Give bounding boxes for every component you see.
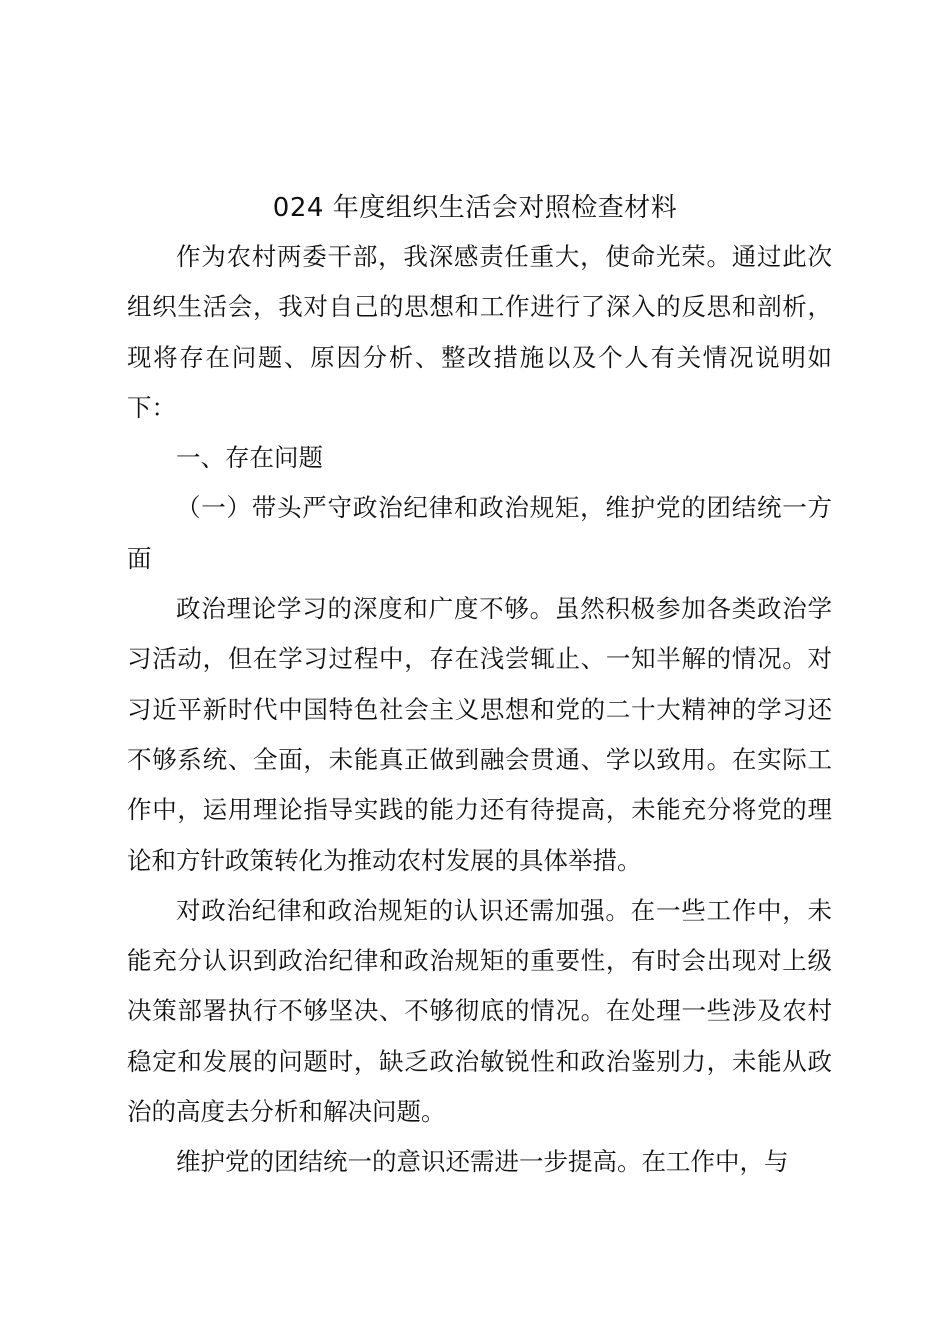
section-heading: 一、存在问题	[176, 443, 323, 473]
body-paragraph: 政治理论学习的深度和广度不够。虽然积极参加各类政治学习活动，但在学习过程中，存在浅尝辄止、一知半解的情况。对习近平新时代中国特色社会主义思想和党的二十大精神的学习还不够系统、全面，未能真正做到融会贯通、学以致用。在实际工作中，运用理论指导实践的能力还有待提高，未能充分将党的理论和方针政策转化为推动农村发展的具体举措。	[127, 594, 832, 875]
intro-paragraph: 作为农村两委干部，我深感责任重大，使命光荣。通过此次组织生活会，我对自己的思想和工作进行了深入的反思和剖析，现将存在问题、原因分析、整改措施以及个人有关情况说明如下：	[127, 242, 832, 422]
document-title: 024 年度组织生活会对照检查材料	[272, 193, 678, 223]
body-paragraph: 维护党的团结统一的意识还需进一步提高。在工作中，与	[176, 1147, 789, 1177]
subsection-heading: （一）带头严守政治纪律和政治规矩，维护党的团结统一方面	[127, 493, 832, 573]
body-paragraph: 对政治纪律和政治规矩的认识还需加强。在一些工作中，未能充分认识到政治纪律和政治规矩的重要性，有时会出现对上级决策部署执行不够坚决、不够彻底的情况。在处理一些涉及农村稳定和发展的问题时，缺乏政治敏锐性和政治鉴别力，未能从政治的高度去分析和解决问题。	[127, 895, 832, 1127]
document-body	[127, 232, 832, 1188]
